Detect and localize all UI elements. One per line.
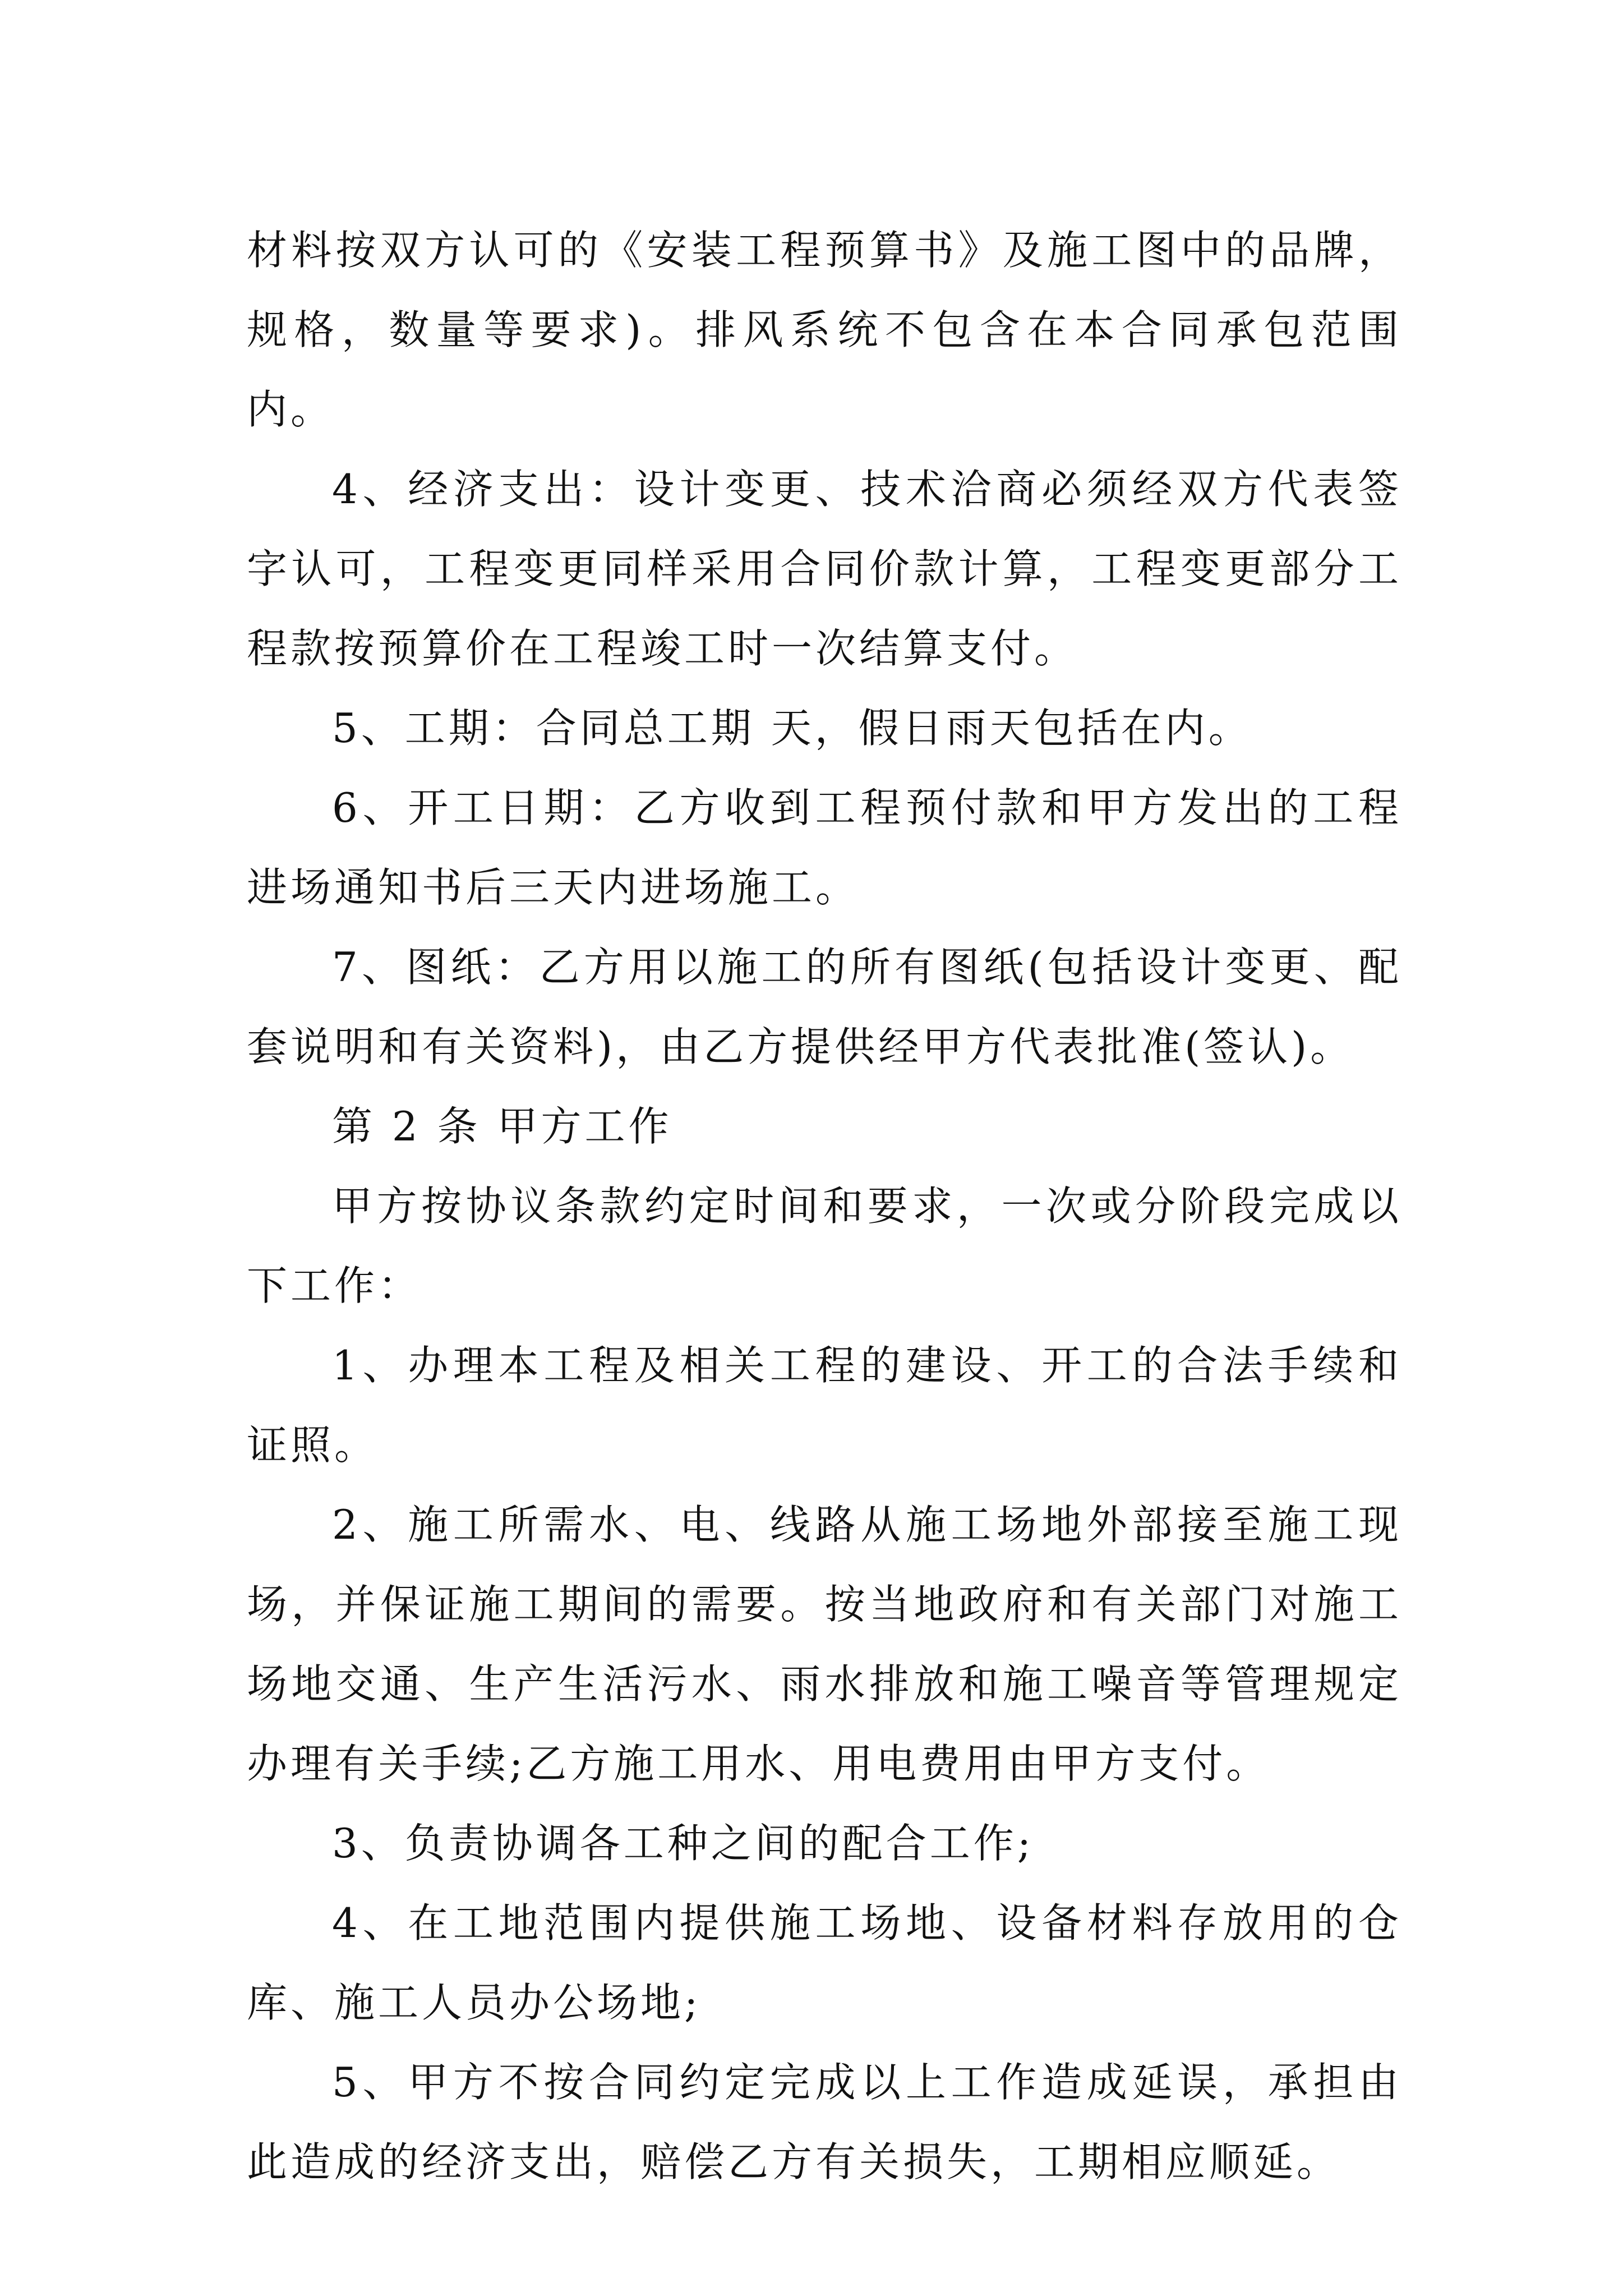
document-body — [247, 210, 1402, 2202]
paragraph-clause-7-drawings: 7、图纸：乙方用以施工的所有图纸(包括设计变更、配套说明和有关资料)，由乙方提供经甲方代表批准(签认)。 — [247, 944, 1402, 1070]
paragraph-item-3-coordination: 3、负责协调各工种之间的配合工作; — [332, 1820, 1035, 1867]
paragraph-item-4-site: 4、在工地范围内提供施工场地、设备材料存放用的仓库、施工人员办公场地; — [247, 1899, 1402, 2026]
paragraph-item-5-delay: 5、甲方不按合同约定完成以上工作造成延误，承担由此造成的经济支出，赔偿乙方有关损失，工期相应顺延。 — [247, 2059, 1402, 2185]
section-heading-article-2: 第 2 条 甲方工作 — [332, 1103, 672, 1150]
paragraph-clause-4-economic-expenditure: 4、经济支出：设计变更、技术洽商必须经双方代表签字认可，工程变更同样采用合同价款计算，工程变更部分工程款按预算价在工程竣工时一次结算支付。 — [247, 466, 1402, 672]
paragraph-materials: 材料按双方认可的《安装工程预算书》及施工图中的品牌，规格，数量等要求)。排风系统不包含在本合同承包范围内。 — [247, 227, 1402, 433]
paragraph-item-1-permits: 1、办理本工程及相关工程的建设、开工的合法手续和证照。 — [247, 1342, 1402, 1469]
paragraph-party-a-intro: 甲方按协议条款约定时间和要求，一次或分阶段完成以下工作： — [247, 1182, 1402, 1309]
paragraph-clause-5-duration: 5、工期：合同总工期 天，假日雨天包括在内。 — [332, 705, 1252, 752]
paragraph-clause-6-start-date: 6、开工日期：乙方收到工程预付款和甲方发出的工程进场通知书后三天内进场施工。 — [247, 784, 1402, 911]
paragraph-item-2-utilities: 2、施工所需水、电、线路从施工场地外部接至施工现场，并保证施工期间的需要。按当地政府和有关部门对施工场地交通、生产生活污水、雨水排放和施工噪音等管理规定办理有关手续;乙方施工用水、用电费用由甲方支付。 — [247, 1501, 1402, 1787]
